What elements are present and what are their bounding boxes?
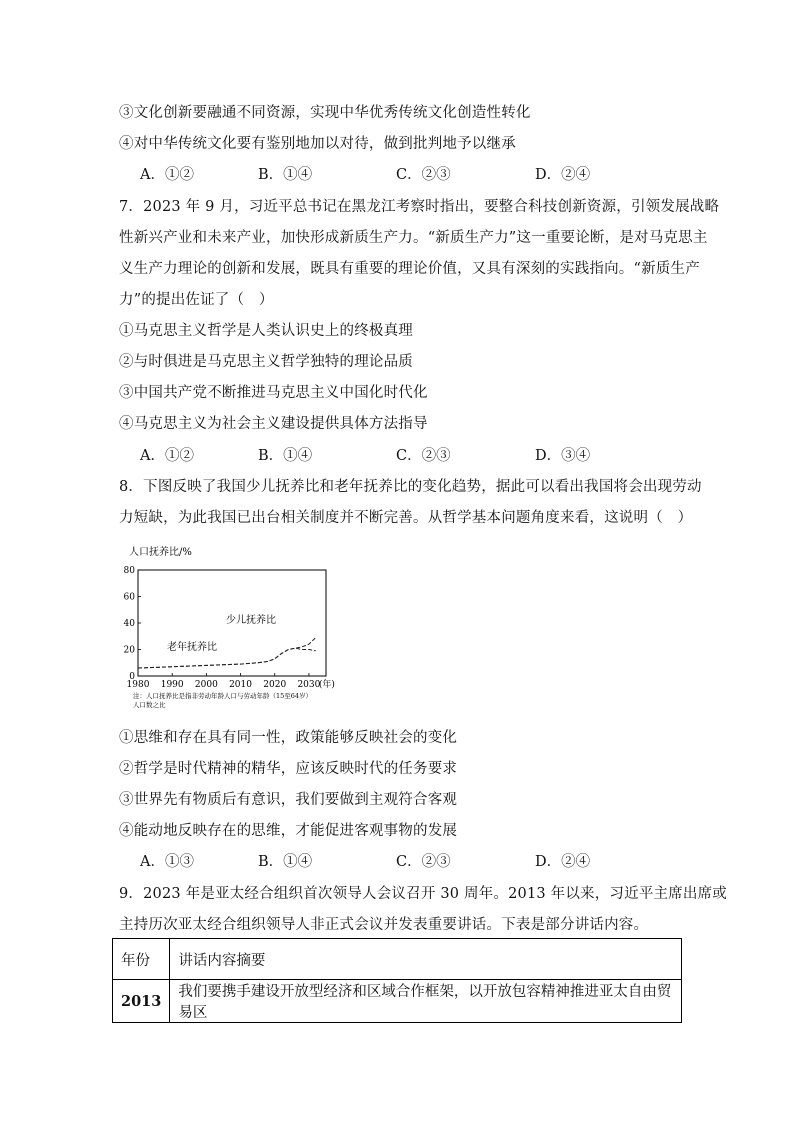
- x-tick-label: 1980: [126, 680, 150, 690]
- y-tick-label: 20: [123, 645, 135, 656]
- series-label-elderly: 老年抚养比: [167, 642, 217, 653]
- q6-statement-4: ④对中华传统文化要有鉴别地加以对待，做到批判地予以继承: [119, 136, 516, 152]
- table-header-row: [113, 939, 682, 980]
- q8-option-d[interactable]: D．②④: [535, 854, 591, 870]
- q7-statement-4: ④马克思主义为社会主义建设提供具体方法指导: [119, 416, 428, 432]
- chart-svg: [119, 542, 369, 712]
- q7-option-a[interactable]: A．①②: [140, 448, 194, 464]
- q7-statement-2: ②与时俱进是马克思主义哲学独特的理论品质: [119, 354, 413, 370]
- q7-stem-line-3: 义生产力理论的创新和发展，既具有重要的理论价值，又具有深刻的实践指向。“新质生产: [119, 261, 700, 277]
- header-content: 讲话内容摘要: [170, 939, 682, 980]
- y-tick-label: 0: [129, 672, 135, 682]
- series-line-elderly: [138, 648, 316, 668]
- q6-option-b[interactable]: B．①④: [258, 167, 313, 183]
- row-content: 我们要携手建设开放型经济和区域合作框架，以开放包容精神推进亚太自由贸易区: [170, 980, 682, 1023]
- x-tick-label: 1990: [160, 680, 184, 690]
- chart-note-line-1: 注：人口抚养比是指非劳动年龄人口与劳动年龄（15至64岁）: [133, 692, 313, 700]
- speech-table: [112, 938, 682, 1023]
- q8-statement-2: ②哲学是时代精神的精华，应该反映时代的任务要求: [119, 761, 458, 777]
- x-unit-label: (年): [318, 680, 335, 690]
- q7-option-b[interactable]: B．①④: [258, 448, 313, 464]
- q8-statement-4: ④能动地反映存在的思维，才能促进客观事物的发展: [119, 823, 458, 839]
- y-tick-label: 60: [123, 592, 135, 603]
- q7-stem-line-2: 性新兴产业和未来产业，加快形成新质生产力。“新质生产力”这一重要论断，是对马克思主: [119, 230, 708, 246]
- q8-stem-line-2: 力短缺，为此我国已出台相关制度并不断完善。从哲学基本问题角度来看，这说明（ ）: [119, 510, 693, 526]
- x-tick-label: 2030: [297, 680, 321, 690]
- q8-option-a[interactable]: A．①③: [140, 854, 194, 870]
- y-tick-label: 40: [123, 619, 135, 629]
- q7-stem-line-1: 7．2023 年 9 月，习近平总书记在黑龙江考察时指出，要整合科技创新资源，引领发展战略: [119, 199, 720, 215]
- row-year: 2013: [113, 980, 170, 1023]
- q8-stem-line-1: 8．下图反映了我国少儿抚养比和老年抚养比的变化趋势，据此可以看出我国将会出现劳动: [119, 479, 702, 495]
- series-lines: [138, 638, 316, 668]
- table-row: [113, 980, 682, 1023]
- q7-option-c[interactable]: C．②③: [396, 448, 451, 464]
- q9-stem-line-2: 主持历次亚太经合组织领导人非正式会议并发表重要讲话。下表是部分讲话内容。: [119, 917, 649, 933]
- q8-statement-3: ③世界先有物质后有意识，我们要做到主观符合客观: [119, 792, 458, 808]
- q6-option-a[interactable]: A．①②: [140, 167, 194, 183]
- q6-statement-3: ③文化创新要融通不同资源，实现中华优秀传统文化创造性转化: [119, 105, 531, 121]
- q7-statement-1: ①马克思主义哲学是人类认识史上的终极真理: [119, 323, 413, 339]
- q7-options: [140, 447, 620, 465]
- x-tick-label: 2000: [194, 680, 218, 690]
- header-year: 年份: [113, 939, 170, 980]
- q8-statement-1: ①思维和存在具有同一性，政策能够反映社会的变化: [119, 730, 458, 746]
- q7-statement-3: ③中国共产党不断推进马克思主义中国化时代化: [119, 385, 428, 401]
- y-tick-label: 80: [123, 566, 135, 576]
- q6-option-d[interactable]: D．②④: [535, 167, 591, 183]
- dependency-ratio-chart: [119, 542, 369, 712]
- q8-options: [140, 853, 620, 871]
- q6-option-c[interactable]: C．②③: [396, 167, 451, 183]
- q7-stem-line-4: 力”的提出佐证了（ ）: [119, 292, 274, 308]
- q8-option-b[interactable]: B．①④: [258, 854, 313, 870]
- chart-y-title: 人口抚养比/%: [129, 547, 192, 558]
- x-tick-label: 2010: [229, 680, 252, 690]
- series-line-children: [138, 638, 316, 668]
- q7-option-d[interactable]: D．③④: [535, 448, 591, 464]
- chart-note-line-2: 人口数之比: [133, 701, 166, 709]
- x-tick-label: 2020: [263, 680, 287, 690]
- q8-option-c[interactable]: C．②③: [396, 854, 451, 870]
- q9-stem-line-1: 9．2023 年是亚太经合组织首次领导人会议召开 30 周年。2013 年以来，习近平主席出席或: [119, 886, 728, 902]
- q6-options: [140, 166, 620, 184]
- series-label-children: 少儿抚养比: [226, 615, 276, 626]
